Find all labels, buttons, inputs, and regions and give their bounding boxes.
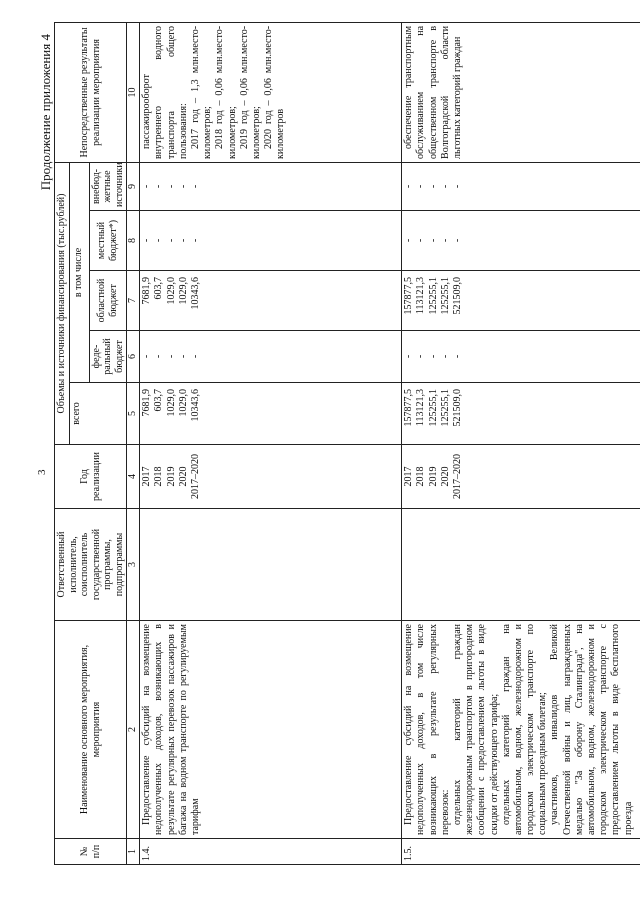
regional-value: 1029,0 (177, 277, 189, 305)
measure-name-paragraph: участников, инвалидов Великой Отечественной войны и лиц, награжденных медалью "За оборону Сталинграда", на автомобильном, водном, железнодорожном и городском электрическом транспорте с предоставлением льготы в виде бесплатного проезда (549, 624, 634, 835)
extrabudget-value: - (141, 184, 153, 189)
regional-values (402, 271, 640, 331)
measure-name (402, 621, 640, 839)
row-number: 1.5. (402, 839, 640, 865)
year-value: 2017–2020 (451, 454, 463, 499)
local-values (402, 211, 640, 271)
local-value: - (141, 238, 153, 243)
column-numbers-row (127, 22, 140, 864)
column-number: 5 (127, 383, 140, 445)
year-value: 2019 (165, 466, 177, 487)
header-year: Год реализации (55, 445, 127, 509)
column-number: 1 (127, 839, 140, 865)
measure-name (140, 621, 402, 839)
header-extrabudget: внебюд-жетные источники (89, 162, 127, 210)
federal-values (140, 331, 402, 383)
continuation-label: Продолжение приложения 4 (38, 34, 53, 191)
federal-value: - (439, 354, 451, 359)
extrabudget-value: - (451, 184, 463, 189)
table-body (140, 22, 640, 864)
total-value: 521509,0 (451, 389, 463, 427)
extrabudget-value: - (177, 184, 189, 189)
total-value: 113121,3 (415, 389, 427, 427)
federal-value: - (165, 354, 177, 359)
federal-values (402, 331, 640, 383)
measure-name-paragraph: отдельных категорий граждан на автомобильном, водном, железнодорожном и городском электрическом транспорте по социальным проездным билетам; (500, 624, 549, 835)
total-value: 1029,0 (165, 389, 177, 417)
header-no: № п/п (55, 839, 127, 865)
regional-value: 157877,5 (403, 277, 415, 315)
local-value: - (427, 238, 439, 243)
column-number: 7 (127, 271, 140, 331)
year-value: 2018 (415, 466, 427, 487)
local-value: - (177, 238, 189, 243)
header-local: местный бюджет*) (89, 211, 127, 271)
result-paragraph: обеспечение транспортным обслуживанием на общественном транспорте в Волгоградской области льготных категорий граждан (403, 25, 463, 159)
total-value: 603,7 (153, 389, 165, 412)
regional-values (140, 271, 402, 331)
federal-value: - (177, 354, 189, 359)
page-number: 3 (36, 469, 48, 475)
row-number: 1.4. (140, 839, 402, 865)
federal-value: - (415, 354, 427, 359)
regional-value: 521509,0 (451, 277, 463, 315)
local-value: - (451, 238, 463, 243)
measure-name-paragraph: отдельных категорий граждан железнодорожным транспортом в пригородном сообщении с предоставлением льготы в виде скидки от действующего тарифа; (451, 624, 500, 835)
executor-cell (402, 509, 640, 621)
federal-value: - (427, 354, 439, 359)
local-values (140, 211, 402, 271)
total-value: 1029,0 (177, 389, 189, 417)
extrabudget-value: - (415, 184, 427, 189)
result-paragraph: 2019 год – 0,06 млн.место-километров; (238, 25, 262, 159)
header-results: Непосредственные результаты реализации мероприятия (55, 22, 127, 162)
extrabudget-value: - (153, 184, 165, 189)
header-federal: феде-ральный бюджет (89, 331, 127, 383)
total-value: 7681,9 (141, 389, 153, 417)
measure-name-paragraph: Предоставление субсидий на возмещение недополученных доходов, в том числе возникающих в результате регулярных перевозок: (403, 624, 451, 835)
regional-value: 125255,1 (427, 277, 439, 315)
total-value: 157877,5 (403, 389, 415, 427)
local-value: - (415, 238, 427, 243)
column-number: 10 (127, 22, 140, 162)
extrabudget-value: - (427, 184, 439, 189)
regional-value: 113121,3 (415, 277, 427, 315)
column-number: 4 (127, 445, 140, 509)
federal-value: - (189, 354, 201, 359)
total-value: 125255,1 (427, 389, 439, 427)
year-values (402, 445, 640, 509)
total-value: 125255,1 (439, 389, 451, 427)
measure-name-paragraph: Предоставление субсидий на возмещение недополученных доходов, возникающих в результате регулярных перевозок пассажиров и багажа на водном транспорте по регулируемым тарифам (141, 624, 201, 835)
regional-value: 603,7 (153, 277, 165, 300)
extrabudget-value: - (439, 184, 451, 189)
year-value: 2020 (177, 466, 189, 487)
column-number: 9 (127, 162, 140, 210)
header-funding: Объемы и источники финансирования (тыс.рублей) (55, 162, 70, 444)
year-value: 2017 (403, 466, 415, 487)
extrabudget-values (402, 162, 640, 210)
year-values (140, 445, 402, 509)
total-values (140, 383, 402, 445)
local-value: - (153, 238, 165, 243)
year-value: 2018 (153, 466, 165, 487)
column-number: 6 (127, 331, 140, 383)
year-value: 2020 (439, 466, 451, 487)
regional-value: 7681,9 (141, 277, 153, 305)
column-number: 3 (127, 509, 140, 621)
header-executor: Ответственный исполнитель, соисполнитель государственной программы, подпрограммы (55, 509, 127, 621)
extrabudget-value: - (403, 184, 415, 189)
column-number: 8 (127, 211, 140, 271)
federal-value: - (403, 354, 415, 359)
local-value: - (189, 238, 201, 243)
regional-value: 10343,6 (189, 277, 201, 310)
year-value: 2019 (427, 466, 439, 487)
local-value: - (165, 238, 177, 243)
regional-value: 125255,1 (439, 277, 451, 315)
result-cell (140, 22, 402, 162)
federal-value: - (153, 354, 165, 359)
regional-value: 1029,0 (165, 277, 177, 305)
result-paragraph: 2020 год – 0,06 млн.место-километров (263, 25, 287, 159)
total-values (402, 383, 640, 445)
header-incl: в том числе (69, 162, 89, 382)
result-cell (402, 22, 640, 162)
table-row (402, 22, 640, 864)
table-row (140, 22, 402, 864)
federal-value: - (451, 354, 463, 359)
year-value: 2017 (141, 466, 153, 487)
funding-table (54, 22, 640, 865)
federal-value: - (141, 354, 153, 359)
header-total: всего (69, 383, 127, 445)
result-paragraph: пассажирооборот внутреннего водного транспорта общего пользования: (141, 25, 189, 159)
extrabudget-values (140, 162, 402, 210)
extrabudget-value: - (189, 184, 201, 189)
result-paragraph: 2017 год – 1,3 млн.место-километров; (189, 25, 214, 159)
local-value: - (439, 238, 451, 243)
header-regional: областной бюджет (89, 271, 127, 331)
column-number: 2 (127, 621, 140, 839)
executor-cell (140, 509, 402, 621)
extrabudget-value: - (165, 184, 177, 189)
header-name: Наименование основного мероприятия, мероприятия (55, 621, 127, 839)
result-paragraph: 2018 год – 0,06 млн.место-километров; (214, 25, 238, 159)
year-value: 2017–2020 (189, 454, 201, 499)
local-value: - (403, 238, 415, 243)
total-value: 10343,6 (189, 389, 201, 422)
